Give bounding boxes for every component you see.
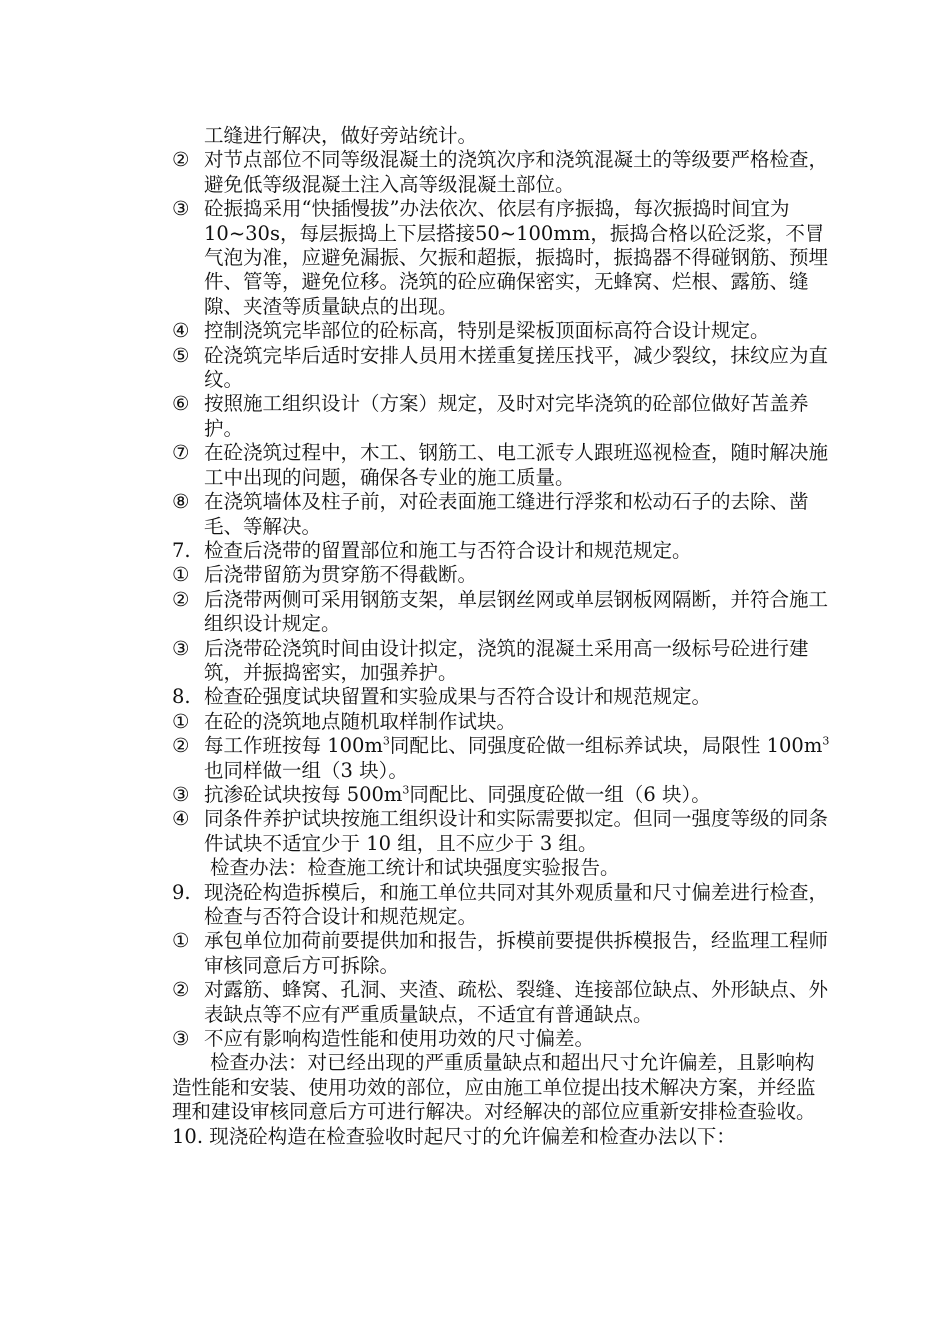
list-item: [172, 978, 832, 1027]
superscript: 3: [822, 734, 830, 748]
list-item-text: 在浇筑墙体及柱子前，对砼表面施工缝进行浮浆和松动石子的去除、凿毛、等解决。: [204, 490, 809, 538]
list-item-text: [204, 734, 832, 783]
text-fragment: 抗渗砼试块按每 500m: [204, 782, 403, 806]
list-item: [172, 588, 832, 637]
circled-marker: ③: [172, 1027, 190, 1051]
circled-marker: ②: [172, 734, 190, 758]
section-heading-9: [172, 881, 832, 930]
list-item-text: 对节点部位不同等级混凝土的浇筑次序和浇筑混凝土的等级要严格检查，避免低等级混凝土注入高等级混凝土部位。: [204, 148, 829, 196]
text-fragment: 也同样做一组（3 块）。: [204, 758, 408, 782]
section-number: 8.: [172, 685, 191, 709]
circled-marker: ③: [172, 636, 190, 660]
list-item-text: 后浇带留筋为贯穿筋不得截断。: [204, 563, 478, 587]
list-item-text: 按照施工组织设计（方案）规定，及时对完毕浇筑的砼部位做好苫盖养护。: [204, 392, 809, 440]
circled-marker: ⑧: [172, 490, 190, 514]
circled-marker: ⑤: [172, 343, 190, 367]
superscript: 3: [382, 734, 390, 748]
list-item: [172, 344, 832, 393]
section-number: 9.: [172, 880, 191, 904]
list-item: [172, 197, 832, 319]
list-item-text: [204, 783, 832, 807]
list-item: [172, 783, 832, 807]
circled-marker: ②: [172, 148, 190, 172]
circled-marker: ⑦: [172, 441, 190, 465]
circled-marker: ①: [172, 709, 190, 733]
list-item: [172, 734, 832, 783]
circled-marker: ①: [172, 929, 190, 953]
section-heading-7: [172, 539, 832, 563]
section-text: 现浇砼构造拆模后，和施工单位共同对其外观质量和尺寸偏差进行检查，检查与否符合设计和规范规定。: [204, 880, 829, 928]
list-item: [172, 929, 832, 978]
text-fragment: 每工作班按每 100m: [204, 734, 383, 758]
list-item-text: 砼振捣采用“快插慢拔”办法依次、依层有序振捣，每次振捣时间宜为10~30s，每层振捣上下层搭接50~100mm，振捣合格以砼泛浆，不冒气泡为准，应避免漏振、欠振和超振，振捣时，振捣器不得碰钢筋、预埋件、管等，避免位移。浇筑的砼应确保密实，无蜂窝、烂根、露筋、缝隙、夹渣等质量缺点的出现。: [204, 197, 829, 318]
list-item-text: 在砼浇筑过程中，木工、钢筋工、电工派专人跟班巡视检查，随时解决施工中出现的问题，确保各专业的施工质量。: [204, 441, 829, 489]
section-text: 检查后浇带的留置部位和施工与否符合设计和规范规定。: [204, 538, 692, 562]
circled-marker: ⑥: [172, 392, 190, 416]
superscript: 3: [402, 783, 410, 797]
list-item: [172, 1027, 832, 1051]
list-item-text: 后浇带两侧可采用钢筋支架，单层钢丝网或单层钢板网隔断，并符合施工组织设计规定。: [204, 587, 829, 636]
list-item-text: 对露筋、蜂窝、孔洞、夹渣、疏松、裂缝、连接部位缺点、外形缺点、外表缺点等不应有严重质量缺点，不适宜有普通缺点。: [204, 978, 829, 1026]
list-item: [172, 637, 832, 686]
list-item: [172, 807, 832, 856]
list-item: [172, 710, 832, 734]
list-item-text: 不应有影响构造性能和使用功效的尺寸偏差。: [204, 1027, 595, 1051]
text-fragment: 同配比、同强度砼做一组标养试块，局限性 100m: [389, 734, 823, 758]
circled-marker: ①: [172, 563, 190, 587]
circled-marker: ②: [172, 587, 190, 611]
section-number: 7.: [172, 538, 191, 562]
circled-marker: ③: [172, 197, 190, 221]
text-fragment: 同配比、同强度砼做一组（6 块）。: [409, 782, 711, 806]
list-item: [172, 319, 832, 343]
section-heading-10: 10. 现浇砼构造在检查验收时起尺寸的允许偏差和检查办法以下：: [172, 1124, 736, 1148]
list-item: [172, 563, 832, 587]
section-heading-8: [172, 685, 832, 709]
list-item-text: 砼浇筑完毕后适时安排人员用木搓重复搓压找平，减少裂纹，抹纹应为直纹。: [204, 343, 829, 392]
list-item-text: 同条件养护试块按施工组织设计和实际需要拟定。但同一强度等级的同条件试块不适宜少于 10 组，且不应少于 3 组。: [204, 807, 829, 855]
list-item: [172, 392, 832, 441]
list-item-text: 控制浇筑完毕部位的砼标高，特别是梁板顶面标高符合设计规定。: [204, 319, 770, 343]
continued-line: 工缝进行解决，做好旁站统计。: [204, 124, 478, 147]
circled-marker: ④: [172, 319, 190, 343]
list-item: [172, 490, 832, 539]
circled-marker: ④: [172, 807, 190, 831]
circled-marker: ②: [172, 978, 190, 1002]
list-item-text: 在砼的浇筑地点随机取样制作试块。: [204, 709, 517, 733]
list-item-text: 承包单位加荷前要提供加和报告，拆模前要提供拆模报告，经监理工程师审核同意后方可拆除。: [204, 929, 829, 977]
circled-marker: ③: [172, 782, 190, 806]
section-text: 检查砼强度试块留置和实验成果与否符合设计和规范规定。: [204, 685, 712, 709]
list-item-text: 后浇带砼浇筑时间由设计拟定，浇筑的混凝土采用高一级标号砼进行建筑，并振捣密实，加强养护。: [204, 636, 809, 684]
list-item: [172, 148, 832, 197]
inspection-method: 检查办法：对已经出现的严重质量缺点和超出尺寸允许偏差，且影响构造性能和安装、使用功效的部位，应由施工单位提出技术解决方案，并经监理和建设审核同意后方可进行解决。对经解决的部位应重新安排检查验收。: [172, 1051, 816, 1124]
list-item: [172, 441, 832, 490]
document-body: [172, 124, 832, 1149]
inspection-method: 检查办法：检查施工统计和试块强度实验报告。: [210, 856, 620, 880]
